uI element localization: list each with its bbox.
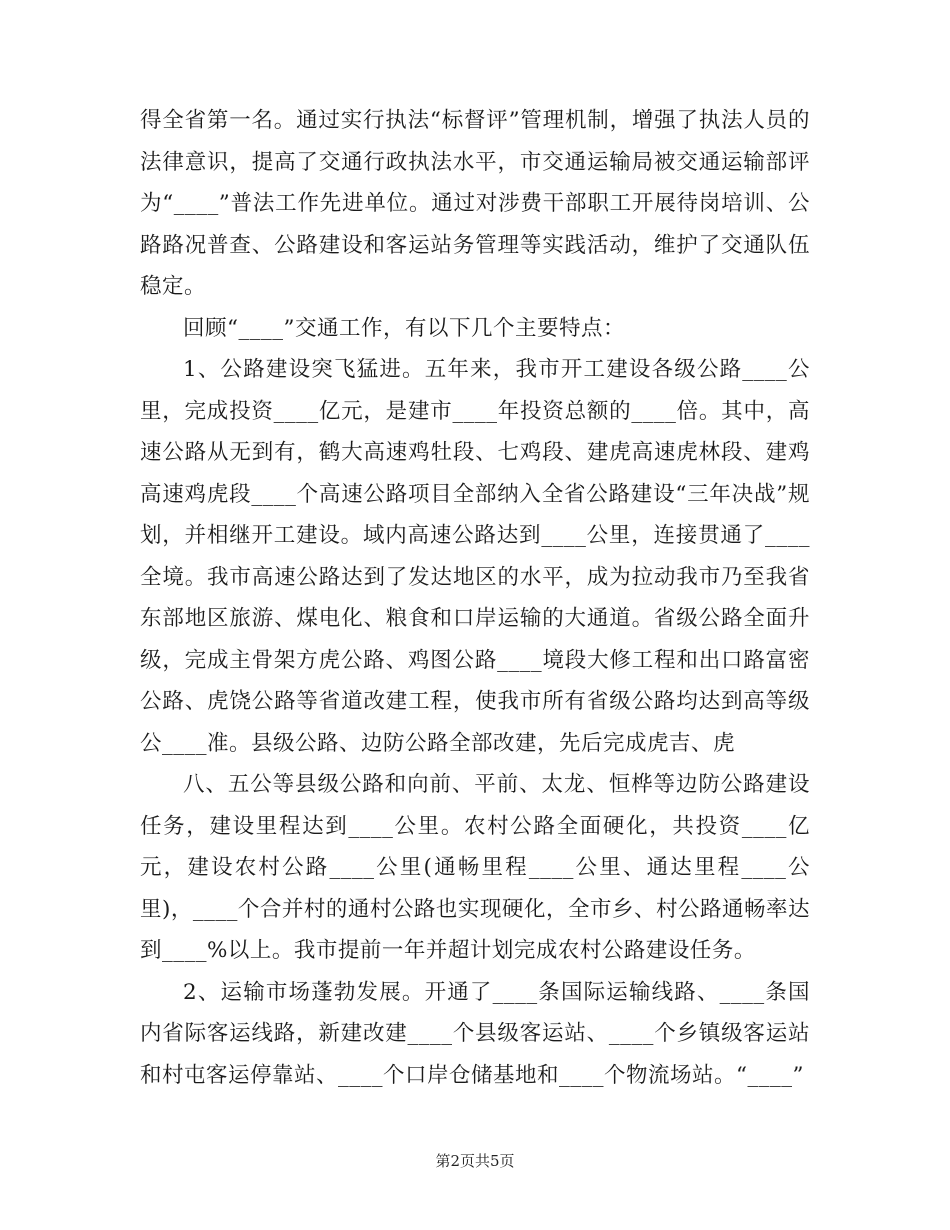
paragraph-review: 回顾“____”交通工作，有以下几个主要特点： — [183, 315, 625, 341]
paragraph-continuation: 得全省第一名。通过实行执法“标督评”管理机制，增强了执法人员的法律意识，提高了交通行政执法水平，市交通运输局被交通运输部评为“____”普法工作先进单位。通过对涉费干部职工开展待岗培训、公路路况普查、公路建设和客运站务管理等实践活动，维护了交通队伍稳定。 — [140, 108, 810, 299]
paragraph-highway-construction: 1、公路建设突飞猛进。五年来，我市开工建设各级公路____公里，完成投资____亿元，是建市____年投资总额的____倍。其中，高速公路从无到有，鹤大高速鸡牡段、七鸡段、建虎高速虎林段、建鸡高速鸡虎段____个高速公路项目全部纳入全省公路建设“三年决战”规划，并相继开工建设。域内高速公路达到____公里，连接贯通了____全境。我市高速公路达到了发达地区的水平，成为拉动我市乃至我省东部地区旅游、煤电化、粮食和口岸运输的大通道。省级公路全面升级，完成主骨架方虎公路、鸡图公路____境段大修工程和出口路富密公路、虎饶公路等省道改建工程，使我市所有省级公路均达到高等级公____准。县级公路、边防公路全部改建，先后完成虎吉、虎 — [140, 357, 810, 756]
document-page — [140, 100, 810, 1096]
paragraph-county-roads: 八、五公等县级公路和向前、平前、太龙、恒桦等边防公路建设任务，建设里程达到____公里。农村公路全面硬化，共投资____亿元，建设农村公路____公里(通畅里程____公里、通达里程____公里)，____个合并村的通村公路也实现硬化，全市乡、村公路通畅率达到____%以上。我市提前一年并超计划完成农村公路建设任务。 — [140, 772, 810, 963]
paragraph-transport-market: 2、运输市场蓬勃发展。开通了____条国际运输线路、____条国内省际客运线路，新建改建____个县级客运站、____个乡镇级客运站和村屯客运停靠站、____个口岸仓储基地和____个物流场站。“____” — [140, 979, 810, 1088]
page-footer: 第2页共5页 — [435, 1152, 515, 1170]
